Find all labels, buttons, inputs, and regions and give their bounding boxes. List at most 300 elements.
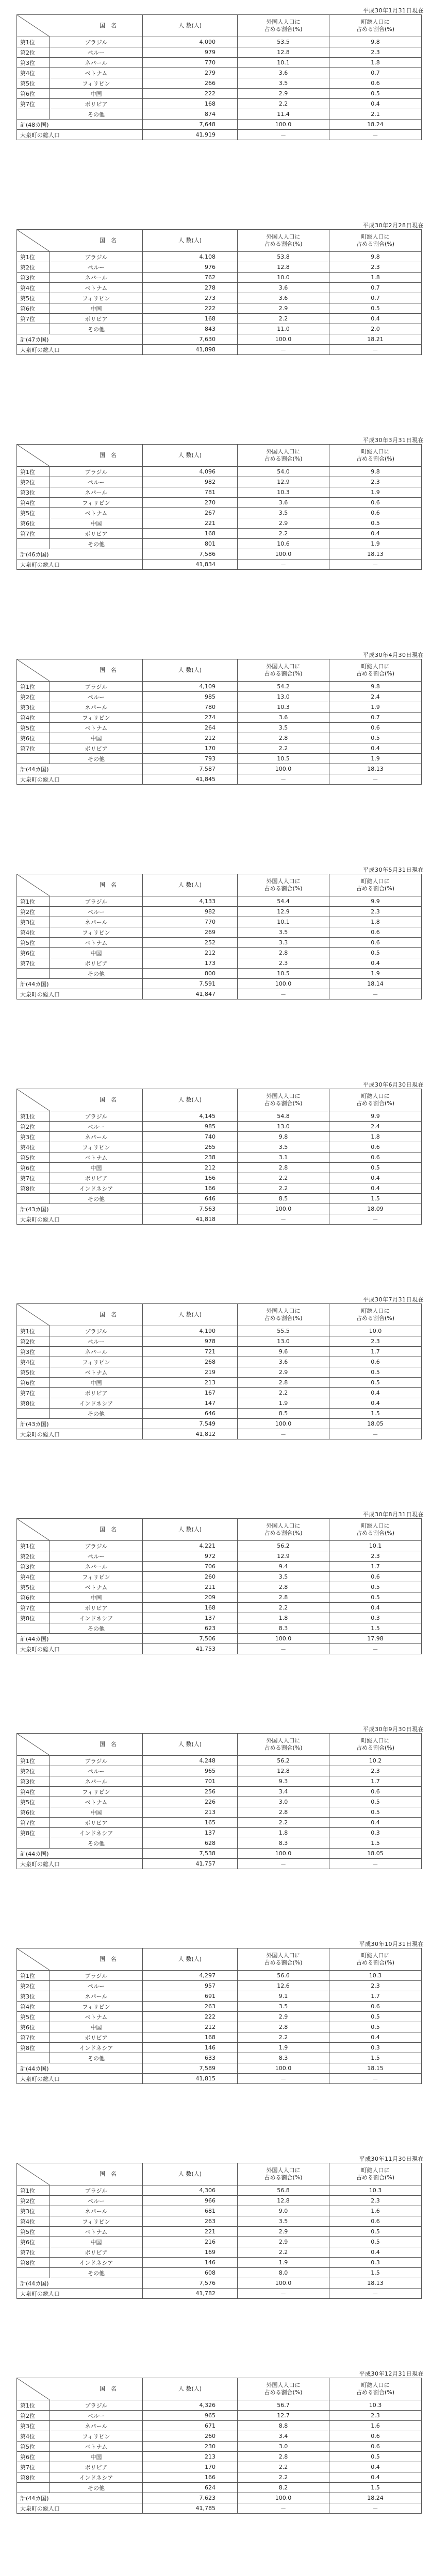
share-foreigners-cell: 10.0	[238, 273, 329, 283]
population-cell: 770	[143, 917, 238, 927]
share-foreigners-cell: 2.2	[238, 1603, 329, 1613]
table-row	[17, 1613, 422, 1623]
country-cell: ブラジル	[50, 2185, 143, 2196]
month-block	[0, 1725, 431, 1940]
country-cell: ブラジル	[50, 1326, 143, 1336]
share-foreigners-cell: 3.3	[238, 938, 329, 948]
country-cell: インドネシア	[50, 1828, 143, 1838]
total-label: 計(44カ国)	[17, 764, 143, 774]
rank-cell: 第3位	[17, 1132, 50, 1142]
total-row	[17, 1849, 422, 1859]
share-town-cell: 0.6	[329, 1357, 422, 1367]
total-population: 7,549	[143, 1419, 238, 1429]
share-foreigners-cell: 54.0	[238, 467, 329, 477]
share-town-cell: 0.5	[329, 948, 422, 958]
header-country-label: 国 名	[100, 882, 117, 888]
total-label: 計(48カ国)	[17, 120, 143, 130]
population-cell: 212	[143, 2022, 238, 2032]
rank-cell: 第5位	[17, 293, 50, 303]
share-foreigners-cell: 12.8	[238, 2196, 329, 2206]
country-cell: フィリピン	[50, 293, 143, 303]
rank-cell: 第3位	[17, 58, 50, 68]
town-population-value: 41,812	[143, 1429, 238, 1439]
as-of-date: 平成30年7月31日現在	[363, 1296, 424, 1303]
table-row	[17, 927, 422, 938]
total-share-foreigners: 100.0	[238, 1849, 329, 1859]
population-cell: 213	[143, 1378, 238, 1388]
rank-cell: 第7位	[17, 529, 50, 539]
dash-cell: －	[329, 1644, 422, 1654]
table-row	[17, 1981, 422, 1991]
country-cell: ペルー	[50, 1981, 143, 1991]
share-town-cell: 10.3	[329, 1971, 422, 1981]
population-cell: 706	[143, 1562, 238, 1572]
table-row	[17, 324, 422, 334]
month-block	[0, 1940, 431, 2155]
population-cell: 780	[143, 702, 238, 713]
header-population: 人 数(人)	[143, 659, 238, 682]
rank-cell: 第2位	[17, 47, 50, 58]
share-town-cell: 9.9	[329, 1111, 422, 1122]
rank-cell: 第5位	[17, 1582, 50, 1592]
share-town-cell: 0.6	[329, 1787, 422, 1797]
dash-cell: －	[238, 560, 329, 570]
country-cell: フィリピン	[50, 1357, 143, 1367]
population-cell: 221	[143, 518, 238, 529]
country-cell: ブラジル	[50, 1541, 143, 1551]
rank-cell: 第3位	[17, 2206, 50, 2216]
rank-cell	[17, 2483, 50, 2493]
country-cell: ブラジル	[50, 2400, 143, 2411]
table-row	[17, 917, 422, 927]
month-block	[0, 2369, 431, 2576]
header-share-foreigners: 外国人人口に 占める割合(%)	[238, 1734, 329, 1756]
population-table	[16, 1089, 422, 1225]
rank-cell: 第1位	[17, 467, 50, 477]
share-town-cell: 1.9	[329, 487, 422, 498]
header-share-town: 町総人口に 占める割合(%)	[329, 1948, 422, 1971]
table-row	[17, 1183, 422, 1194]
town-population-value: 41,782	[143, 2289, 238, 2299]
table-row	[17, 2247, 422, 2258]
share-foreigners-cell: 56.2	[238, 1541, 329, 1551]
population-cell: 266	[143, 78, 238, 89]
country-cell: ネパール	[50, 2206, 143, 2216]
share-town-cell: 1.5	[329, 2268, 422, 2278]
country-cell: 中国	[50, 2452, 143, 2462]
share-foreigners-cell: 2.8	[238, 1378, 329, 1388]
rank-cell: 第2位	[17, 262, 50, 273]
share-foreigners-cell: 2.8	[238, 1582, 329, 1592]
share-foreigners-cell: 3.6	[238, 293, 329, 303]
as-of-date: 平成30年6月30日現在	[363, 1081, 424, 1088]
rank-cell: 第6位	[17, 303, 50, 314]
population-cell: 800	[143, 969, 238, 979]
country-cell: フィリピン	[50, 1572, 143, 1582]
country-cell: フィリピン	[50, 713, 143, 723]
header-share-town: 町総人口に 占める割合(%)	[329, 874, 422, 896]
population-cell: 624	[143, 2483, 238, 2493]
table-row	[17, 487, 422, 498]
rank-cell: 第6位	[17, 948, 50, 958]
country-cell: その他	[50, 2053, 143, 2063]
country-cell: ベトナム	[50, 1367, 143, 1378]
rank-cell	[17, 539, 50, 549]
table-row	[17, 78, 422, 89]
dash-cell: －	[238, 1859, 329, 1869]
share-town-cell: 2.3	[329, 1981, 422, 1991]
country-cell: その他	[50, 2268, 143, 2278]
country-cell: ネパール	[50, 1562, 143, 1572]
population-cell: 681	[143, 2206, 238, 2216]
share-foreigners-cell: 2.2	[238, 314, 329, 324]
total-share-town: 17.98	[329, 1634, 422, 1644]
total-population: 7,586	[143, 549, 238, 560]
country-cell: ペルー	[50, 692, 143, 702]
total-share-foreigners: 100.0	[238, 764, 329, 774]
total-share-town: 18.05	[329, 1849, 422, 1859]
header-population: 人 数(人)	[143, 1089, 238, 1111]
total-row	[17, 2493, 422, 2503]
population-table	[16, 1518, 422, 1654]
share-foreigners-cell: 2.2	[238, 743, 329, 754]
table-row	[17, 1194, 422, 1204]
share-foreigners-cell: 10.1	[238, 917, 329, 927]
share-town-cell: 0.6	[329, 927, 422, 938]
total-share-town: 18.24	[329, 2493, 422, 2503]
population-cell: 222	[143, 303, 238, 314]
total-share-foreigners: 100.0	[238, 1419, 329, 1429]
header-population: 人 数(人)	[143, 1519, 238, 1541]
total-share-foreigners: 100.0	[238, 2278, 329, 2289]
header-row	[17, 1089, 422, 1111]
total-share-foreigners: 100.0	[238, 120, 329, 130]
population-cell: 4,096	[143, 467, 238, 477]
table-row	[17, 1173, 422, 1183]
header-country-cell	[17, 1948, 143, 1971]
town-population-label: 大泉町の総人口	[17, 1429, 143, 1439]
header-population: 人 数(人)	[143, 1304, 238, 1326]
total-population: 7,563	[143, 1204, 238, 1214]
country-cell: ブラジル	[50, 467, 143, 477]
header-country-cell	[17, 659, 143, 682]
total-share-town: 18.24	[329, 120, 422, 130]
country-cell: ネパール	[50, 1776, 143, 1787]
population-cell: 167	[143, 1388, 238, 1398]
table-row	[17, 1541, 422, 1551]
header-share-foreigners: 外国人人口に 占める割合(%)	[238, 230, 329, 252]
total-share-town: 18.05	[329, 1419, 422, 1429]
share-town-cell: 0.7	[329, 283, 422, 293]
header-country-cell	[17, 230, 143, 252]
header-row	[17, 874, 422, 896]
share-foreigners-cell: 1.9	[238, 2043, 329, 2053]
total-label: 計(44カ国)	[17, 1634, 143, 1644]
share-town-cell: 0.4	[329, 1818, 422, 1828]
population-cell: 628	[143, 1838, 238, 1849]
country-cell: ペルー	[50, 262, 143, 273]
table-row	[17, 1572, 422, 1582]
table-row	[17, 2032, 422, 2043]
population-cell: 264	[143, 723, 238, 733]
share-town-cell: 0.4	[329, 99, 422, 109]
table-row	[17, 1756, 422, 1766]
country-cell: ブラジル	[50, 682, 143, 692]
share-town-cell: 0.7	[329, 293, 422, 303]
country-cell: ネパール	[50, 1991, 143, 2002]
table-row	[17, 1971, 422, 1981]
share-foreigners-cell: 9.0	[238, 2206, 329, 2216]
population-cell: 982	[143, 907, 238, 917]
rank-cell: 第4位	[17, 927, 50, 938]
rank-cell: 第5位	[17, 2227, 50, 2237]
population-cell: 874	[143, 109, 238, 120]
total-share-town: 18.15	[329, 2063, 422, 2074]
population-cell: 168	[143, 99, 238, 109]
rank-cell: 第6位	[17, 1378, 50, 1388]
share-town-cell: 1.5	[329, 1838, 422, 1849]
population-cell: 273	[143, 293, 238, 303]
total-row	[17, 120, 422, 130]
town-population-row	[17, 2074, 422, 2084]
country-cell: 中国	[50, 2237, 143, 2247]
share-town-cell: 0.6	[329, 2442, 422, 2452]
header-share-foreigners: 外国人人口に 占める割合(%)	[238, 659, 329, 682]
share-town-cell: 1.7	[329, 1991, 422, 2002]
share-foreigners-cell: 2.2	[238, 529, 329, 539]
share-town-cell: 0.6	[329, 938, 422, 948]
population-cell: 238	[143, 1153, 238, 1163]
dash-cell: －	[238, 1429, 329, 1439]
rank-cell: 第5位	[17, 938, 50, 948]
share-foreigners-cell: 13.0	[238, 692, 329, 702]
total-population: 7,506	[143, 1634, 238, 1644]
population-table	[16, 229, 422, 355]
rank-cell: 第1位	[17, 1326, 50, 1336]
country-cell: ペルー	[50, 1766, 143, 1776]
table-row	[17, 907, 422, 917]
share-town-cell: 2.3	[329, 907, 422, 917]
header-share-town: 町総人口に 占める割合(%)	[329, 1304, 422, 1326]
share-foreigners-cell: 8.3	[238, 2053, 329, 2063]
table-row	[17, 109, 422, 120]
dash-cell: －	[238, 130, 329, 140]
rank-cell: 第2位	[17, 477, 50, 487]
month-block	[0, 651, 431, 866]
header-population: 人 数(人)	[143, 230, 238, 252]
town-population-value: 41,757	[143, 1859, 238, 1869]
share-foreigners-cell: 10.5	[238, 754, 329, 764]
country-cell: その他	[50, 1838, 143, 1849]
rank-cell: 第7位	[17, 2247, 50, 2258]
table-row	[17, 969, 422, 979]
share-town-cell: 0.6	[329, 723, 422, 733]
dash-cell: －	[329, 1214, 422, 1225]
share-foreigners-cell: 2.2	[238, 2032, 329, 2043]
total-share-town: 18.13	[329, 764, 422, 774]
rank-cell: 第1位	[17, 2185, 50, 2196]
table-row	[17, 1603, 422, 1613]
country-cell: その他	[50, 109, 143, 120]
population-cell: 978	[143, 1336, 238, 1347]
share-town-cell: 0.5	[329, 518, 422, 529]
share-foreigners-cell: 12.9	[238, 477, 329, 487]
country-cell: インドネシア	[50, 1183, 143, 1194]
share-town-cell: 2.3	[329, 1551, 422, 1562]
share-town-cell: 1.7	[329, 1562, 422, 1572]
table-row	[17, 1562, 422, 1572]
population-cell: 168	[143, 314, 238, 324]
country-cell: ネパール	[50, 487, 143, 498]
country-cell: ベトナム	[50, 2012, 143, 2022]
population-cell: 209	[143, 1592, 238, 1603]
country-cell: ネパール	[50, 1132, 143, 1142]
table-row	[17, 252, 422, 262]
population-cell: 646	[143, 1194, 238, 1204]
share-foreigners-cell: 3.0	[238, 1797, 329, 1807]
table-row	[17, 948, 422, 958]
country-cell: ベトナム	[50, 938, 143, 948]
total-population: 7,576	[143, 2278, 238, 2289]
share-foreigners-cell: 2.8	[238, 1592, 329, 1603]
table-row	[17, 1991, 422, 2002]
country-cell: その他	[50, 324, 143, 334]
share-town-cell: 9.8	[329, 682, 422, 692]
rank-cell: 第8位	[17, 2043, 50, 2053]
dash-cell: －	[329, 2289, 422, 2299]
share-foreigners-cell: 55.5	[238, 1326, 329, 1336]
total-row	[17, 334, 422, 345]
total-label: 計(47カ国)	[17, 334, 143, 345]
share-foreigners-cell: 2.3	[238, 958, 329, 969]
rank-cell: 第7位	[17, 1388, 50, 1398]
population-cell: 170	[143, 743, 238, 754]
country-cell: 中国	[50, 1163, 143, 1173]
country-cell: インドネシア	[50, 1613, 143, 1623]
share-foreigners-cell: 3.4	[238, 2431, 329, 2442]
table-row	[17, 713, 422, 723]
share-town-cell: 2.3	[329, 1336, 422, 1347]
dash-cell: －	[238, 1644, 329, 1654]
share-town-cell: 0.4	[329, 743, 422, 754]
dash-cell: －	[329, 774, 422, 785]
population-cell: 770	[143, 58, 238, 68]
header-share-foreigners: 外国人人口に 占める割合(%)	[238, 1304, 329, 1326]
table-row	[17, 1787, 422, 1797]
town-population-label: 大泉町の総人口	[17, 989, 143, 999]
rank-cell: 第6位	[17, 1163, 50, 1173]
country-cell: インドネシア	[50, 1398, 143, 1409]
population-cell: 633	[143, 2053, 238, 2063]
share-foreigners-cell: 1.9	[238, 2258, 329, 2268]
country-cell: ボリビア	[50, 958, 143, 969]
town-population-row	[17, 774, 422, 785]
header-country-cell	[17, 1304, 143, 1326]
share-town-cell: 1.9	[329, 702, 422, 713]
town-population-label: 大泉町の総人口	[17, 1859, 143, 1869]
share-town-cell: 2.4	[329, 692, 422, 702]
share-town-cell: 0.5	[329, 733, 422, 743]
share-town-cell: 1.8	[329, 58, 422, 68]
table-row	[17, 2421, 422, 2431]
country-cell: ベトナム	[50, 508, 143, 518]
population-cell: 985	[143, 1122, 238, 1132]
dash-cell: －	[238, 345, 329, 355]
population-cell: 265	[143, 1142, 238, 1153]
rank-cell: 第2位	[17, 1551, 50, 1562]
table-row	[17, 1797, 422, 1807]
town-population-row	[17, 1859, 422, 1869]
share-town-cell: 2.3	[329, 2196, 422, 2206]
month-block	[0, 436, 431, 651]
rank-cell: 第4位	[17, 1787, 50, 1797]
rank-cell: 第3位	[17, 1347, 50, 1357]
rank-cell: 第4位	[17, 713, 50, 723]
population-cell: 4,133	[143, 896, 238, 907]
table-row	[17, 1357, 422, 1367]
header-country-label: 国 名	[100, 2171, 117, 2177]
population-cell: 966	[143, 2196, 238, 2206]
as-of-date: 平成30年2月28日現在	[363, 222, 424, 229]
dash-cell: －	[238, 774, 329, 785]
population-table	[16, 2378, 422, 2514]
total-share-foreigners: 100.0	[238, 2063, 329, 2074]
rank-cell: 第1位	[17, 682, 50, 692]
table-row	[17, 1388, 422, 1398]
table-row	[17, 1838, 422, 1849]
dash-cell: －	[329, 560, 422, 570]
table-row	[17, 539, 422, 549]
share-town-cell: 0.3	[329, 1613, 422, 1623]
population-cell: 762	[143, 273, 238, 283]
rank-cell: 第4位	[17, 2002, 50, 2012]
share-town-cell: 0.6	[329, 2216, 422, 2227]
share-foreigners-cell: 3.1	[238, 1153, 329, 1163]
rank-cell	[17, 2268, 50, 2278]
share-foreigners-cell: 3.0	[238, 2442, 329, 2452]
share-town-cell: 10.3	[329, 2185, 422, 2196]
town-population-label: 大泉町の総人口	[17, 1644, 143, 1654]
share-foreigners-cell: 10.1	[238, 58, 329, 68]
population-cell: 222	[143, 89, 238, 99]
rank-cell: 第8位	[17, 1613, 50, 1623]
town-population-value: 41,845	[143, 774, 238, 785]
share-foreigners-cell: 2.9	[238, 303, 329, 314]
country-cell: ベトナム	[50, 723, 143, 733]
rank-cell: 第5位	[17, 2012, 50, 2022]
table-row	[17, 2258, 422, 2268]
rank-cell: 第3位	[17, 1562, 50, 1572]
share-foreigners-cell: 54.4	[238, 896, 329, 907]
rank-cell: 第3位	[17, 273, 50, 283]
country-cell: 中国	[50, 733, 143, 743]
share-town-cell: 0.4	[329, 1603, 422, 1613]
rank-cell	[17, 2053, 50, 2063]
country-cell: ボリビア	[50, 529, 143, 539]
share-town-cell: 10.3	[329, 2400, 422, 2411]
total-share-town: 18.09	[329, 1204, 422, 1214]
header-country-cell	[17, 1734, 143, 1756]
share-town-cell: 0.5	[329, 303, 422, 314]
country-cell: ペルー	[50, 1551, 143, 1562]
share-town-cell: 9.8	[329, 467, 422, 477]
table-row	[17, 37, 422, 47]
share-foreigners-cell: 3.5	[238, 1572, 329, 1582]
country-cell: ペルー	[50, 1122, 143, 1132]
total-row	[17, 1419, 422, 1429]
share-town-cell: 0.7	[329, 713, 422, 723]
total-row	[17, 1634, 422, 1644]
